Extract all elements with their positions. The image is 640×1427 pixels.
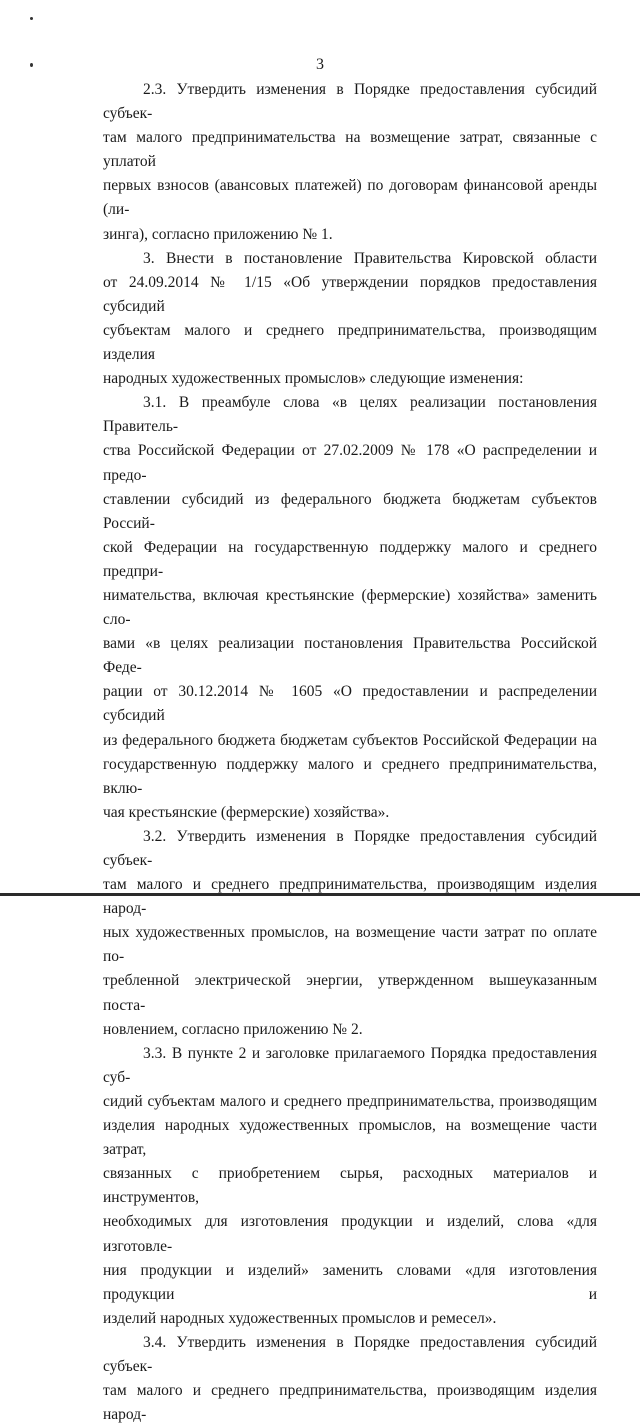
text-line: 2.3. Утвердить изменения в Порядке предоставления субсидий субъек- [103,81,597,123]
text-line: там малого предпринимательства на возмещение затрат, связанные с уплатой [103,129,597,171]
text-line: ния продукции и изделий» заменить словами «для изготовления продукции и [103,1261,597,1303]
paragraph [103,1042,597,1331]
text-line: народных художественных промыслов» следующие изменения: [103,370,524,388]
text-line: первых взносов (авансовых платежей) по договорам финансовой аренды (ли- [103,177,597,219]
text-line: требленной электрической энергии, утвержденном вышеуказанным поста- [103,972,597,1014]
document-body [103,78,597,1427]
text-line: 3.3. В пункте 2 и заголовке прилагаемого Порядка предоставления суб- [103,1044,597,1086]
text-line: субъектам малого и среднего предпринимательства, производящим изделия [103,321,597,364]
text-line: нимательства, включая крестьянские (фермерские) хозяйства» заменить сло- [103,586,597,629]
text-line: государственную поддержку малого и среднего предпринимательства, вклю- [103,755,597,797]
text-line: изделий народных художественных промыслов и ремесел». [103,1309,497,1327]
text-line: сидий субъектам малого и среднего предпринимательства, производящим [103,1092,597,1110]
text-line: изделия народных художественных промыслов, на возмещение части затрат, [103,1117,597,1159]
text-line: там малого и среднего предпринимательства, производящим изделия народ- [103,1382,597,1424]
text-line: от 24.09.2014 № 1/15 «Об утверждении порядков предоставления субсидий [103,273,597,315]
text-line: необходимых для изготовления продукции и изделий, слова «для изготовле- [103,1213,597,1255]
text-line: ства Российской Федерации от 27.02.2009 № 178 «О распределении и предо- [103,442,597,484]
paragraph [103,247,597,392]
text-line: вами «в целях реализации постановления Правительства Российской Феде- [103,635,597,677]
page-bottom-edge [0,893,640,896]
scan-speck [30,17,33,20]
page-number: 3 [316,56,324,73]
text-line: зинга), согласно приложению № 1. [103,225,333,243]
text-line: новлением, согласно приложению № 2. [103,1020,363,1038]
text-line: ской Федерации на государственную поддержку малого и среднего предпри- [103,538,597,580]
text-line: ных художественных промыслов, на возмещение части затрат по оплате по- [103,924,597,966]
paragraph [103,78,597,247]
text-line: 3.1. В преамбуле слова «в целях реализации постановления Правитель- [103,394,597,436]
text-line: 3. Внести в постановление Правительства Кировской области [143,249,597,267]
text-line: 3.2. Утвердить изменения в Порядке предоставления субсидий субъек- [103,827,597,869]
text-line: там малого и среднего предпринимательства, производящим изделия народ- [103,876,597,918]
text-line: связанных с приобретением сырья, расходных материалов и инструментов, [103,1165,597,1207]
paragraph [103,825,597,1042]
text-line: ставлении субсидий из федерального бюджета бюджетам субъектов Россий- [103,490,597,532]
text-line: чая крестьянские (фермерские) хозяйства». [103,803,390,821]
text-line: 3.4. Утвердить изменения в Порядке предоставления субсидий субъек- [103,1333,597,1375]
text-line: из федерального бюджета бюджетам субъектов Российской Федерации на [103,731,597,749]
text-line: рации от 30.12.2014 № 1605 «О предоставлении и распределении субсидий [103,683,597,725]
paragraph [103,391,597,825]
paragraph [103,1331,597,1427]
